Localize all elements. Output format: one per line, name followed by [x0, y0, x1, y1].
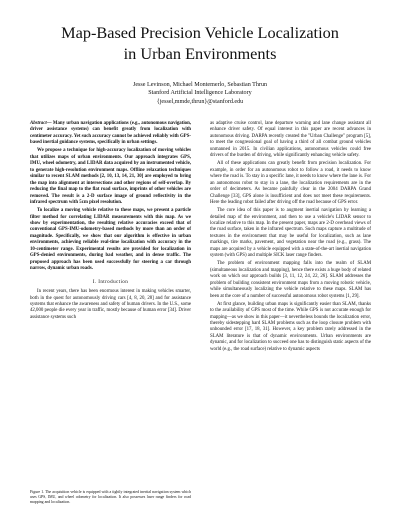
title-line-1: Map-Based Precision Vehicle Localization — [61, 23, 339, 42]
abstract-text-1: — Many urban navigation applications (e.g., autonomous navigation, driver assistance systems) can benefit greatly from localization with centimeter accuracy. Yet such accuracy cannot be achieved reliably with GPS-based inertial guidance systems, specifically in urban settings. — [30, 121, 191, 146]
author-emails: {jessel,mmde,thrun}@stanford.edu — [156, 98, 244, 105]
paper-title — [0, 22, 400, 64]
abstract-paragraph-1 — [30, 121, 191, 147]
section-heading-introduction: I. Introduction — [92, 278, 129, 285]
right-paragraph-5: At first glance, building urban maps is significantly easier than SLAM, thanks to the availability of GPS most of the time. While GPS is not accurate enough for mapping—as we show in this paper—it nevertheless bounds the localization error, thereby sidestepping hard SLAM problems such as the loop closure problem with unbounded error [17, 18, 31]. However, a key problem rarely addressed in the SLAM literature is that of dynamic environments. Urban environments are dynamic, and for localization to succeed one has to distinguish static aspects of the world (e.g., the road surface) relative to dynamic aspects — [210, 301, 371, 352]
right-column — [210, 121, 371, 355]
title-line-2: in Urban Environments — [123, 44, 277, 63]
author-block — [0, 81, 400, 106]
right-paragraph-3: The core idea of this paper is to augment inertial navigation by learning a detailed map of the environment, and then to use a vehicle's LIDAR sensor to localize relative to this map. In the present paper, maps are 2-D overhead views of the road surface, taken in the infrared spectrum. Such maps capture a multitude of textures in the environment that may be useful for localization, such as lane markings, tire marks, pavement, and vegetation near the road (e.g., grass). The maps are acquired by a vehicle equipped with a state-of-the-art inertial navigation system (with GPS) and multiple SICK laser range finders. — [210, 208, 371, 259]
abstract-label: Abstract — [30, 121, 47, 126]
author-names: Jesse Levinson, Michael Montemerlo, Sebastian Thrun — [132, 82, 268, 88]
figure-1-image — [30, 450, 191, 488]
right-paragraph-2: All of these applications can greatly benefit from precision localization. For example, in order for an autonomous robot to follow a road, it needs to know where the road is. To stay in a specific lane, it needs to know where the lane is. For an autonomous robot to stay in a lane, the localization requirements are in the order of decimeters. As became painfully clear in the 2004 DARPA Grand Challenge [33], GPS alone is insufficient and does not meet these requirements. Here the leading robot failed after driving off the road because of GPS error. — [210, 161, 371, 206]
intro-paragraph-1: In recent years, there has been enormous interest in making vehicles smarter, both in the quest for autonomously driving cars [4, 8, 20, 28] and for assistance systems that enhance the awareness and safety of human drivers. In the U.S., some 42,000 people die every year in traffic, mostly because of human error [34]. Driver assistance systems such — [30, 289, 191, 320]
right-paragraph-4: The problem of environment mapping falls into the realm of SLAM (simultaneous localization and mapping), hence there exists a huge body of related work on which our approach builds [3, 11, 12, 24, 22, 26]. SLAM addresses the problem of building consistent environment maps from a moving robotic vehicle, while simultaneously localizing the vehicle relative to these maps. SLAM has been at the core of a number of successful autonomous robot systems [1, 29]. — [210, 261, 371, 299]
figure-1-caption: Figure 1. The acquisition vehicle is equipped with a tightly integrated inertial navigation system which uses GPS, IMU, and wheel odometry for localization. It also possesses laser range finders for road mapping and localization. — [30, 490, 191, 504]
abstract-paragraph-2: We propose a technique for high-accuracy localization of moving vehicles that utilizes maps of urban environments. Our approach integrates GPS, IMU, wheel odometry, and LIDAR data acquired by an instrumented vehicle, to generate high-resolution environment maps. Offline relaxation techniques similar to recent SLAM methods [2, 10, 13, 14, 21, 30] are employed to bring the map into alignment at intersections and other regions of self-overlap. By reducing the final map to the flat road surface, imprints of other vehicles are removed. The result is a 2-D surface image of ground reflectivity in the infrared spectrum with 5cm pixel resolution. — [30, 148, 191, 206]
affiliation: Stanford Artificial Intelligence Laboratory — [148, 90, 252, 97]
right-paragraph-1: as adaptive cruise control, lane departure warning and lane change assistant all enhance driver safety. Of equal interest in this paper are recent advances in autonomous driving. DARPA recently created the "Urban Challenge" program [5], to meet the congressional goal of having a third of all combat ground vehicles unmanned in 2015. In civilian applications, autonomous vehicles could free drivers of the burden of driving, while significantly enhancing vehicle safety. — [210, 121, 371, 159]
left-column — [30, 121, 191, 323]
abstract-paragraph-3: To localize a moving vehicle relative to these maps, we present a particle filter method for correlating LIDAR measurements with this map. As we show by experimentation, the resulting relative accuracies exceed that of conventional GPS-IMU-odometry-based methods by more than an order of magnitude. Specifically, we show that our algorithm is effective in urban environments, achieving reliable real-time localization with accuracy in the 10-centimeter range. Experimental results are provided for localization in GPS-denied environments, during bad weather, and in dense traffic. The proposed approach has been used successfully for steering a car through narrow, dynamic urban roads. — [30, 208, 191, 272]
